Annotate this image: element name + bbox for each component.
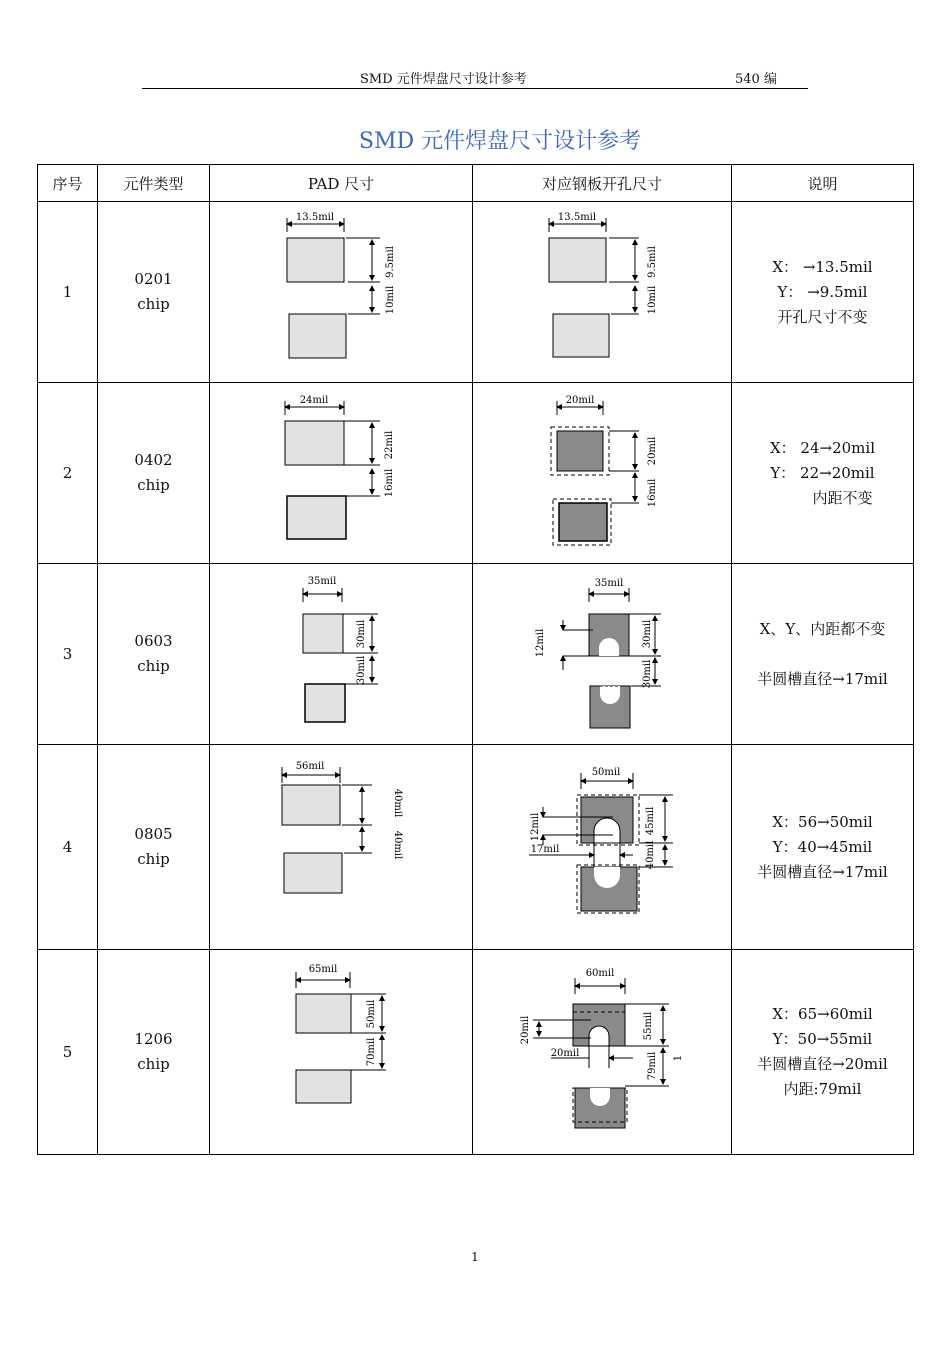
col-header-type: 元件类型: [98, 165, 210, 202]
type-kind: chip: [137, 657, 170, 675]
stencil-diagram: [473, 950, 732, 1155]
pad-diagram: [210, 202, 473, 383]
notes-cell: [732, 950, 914, 1155]
stencil-slot-label: 12mil: [535, 628, 546, 658]
pad-height-label: 40mil: [392, 788, 403, 818]
note-extra: 半圆槽直径→17mil: [757, 862, 888, 881]
pad-gap-label: 16mil: [384, 468, 395, 498]
note-y: Y： →9.5mil: [777, 282, 868, 301]
stencil-diagram: [473, 564, 732, 745]
col-header-notes: 说明: [732, 165, 914, 202]
row-number: 4: [38, 745, 98, 950]
pad-width-label: 35mil: [307, 576, 337, 587]
stencil-width-label: 60mil: [585, 968, 615, 979]
stencil-height-label: 9.5mil: [647, 246, 658, 278]
type-code: 0603: [134, 632, 173, 650]
pad-height-label: 9.5mil: [385, 246, 396, 278]
row-number: 5: [38, 950, 98, 1155]
col-header-stencil: 对应钢板开孔尺寸: [473, 165, 732, 202]
running-header-title: SMD 元件焊盘尺寸设计参考: [360, 72, 527, 87]
stencil-dia-label: 20mil: [550, 1048, 580, 1059]
note-gap: 内距:79mil: [783, 1080, 862, 1098]
table-row: [38, 202, 914, 383]
page-number: 1: [471, 1250, 479, 1264]
pad-width-label: 56mil: [295, 761, 325, 772]
pad-height-label: 22mil: [384, 430, 395, 460]
component-type: [98, 564, 210, 745]
pad-width-label: 13.5mil: [295, 212, 335, 223]
stencil-diagram: [473, 202, 732, 383]
table-row: [38, 564, 914, 745]
pad-gap-label: 40mil: [392, 830, 403, 860]
stencil-height-label: 30mil: [642, 619, 653, 649]
notes-cell: [732, 202, 914, 383]
pad-diagram: [210, 745, 473, 950]
stencil-diagram: [473, 745, 732, 950]
col-header-pad: PAD 尺寸: [210, 165, 473, 202]
note-extra: 半圆槽直径→20mil: [757, 1055, 888, 1073]
pad-width-label: 24mil: [299, 395, 329, 406]
col-header-no: 序号: [38, 165, 98, 202]
notes-cell: [732, 564, 914, 745]
note-x: X：56→50mil: [772, 812, 873, 831]
running-header-author: 540 编: [735, 72, 777, 87]
stencil-gap-label: 40mil: [645, 840, 656, 870]
row-number: 3: [38, 564, 98, 745]
note-extra: 半圆槽直径→17mil: [757, 669, 888, 688]
note-y: Y：50→55mil: [772, 1030, 873, 1048]
note-x: X、Y、内距都不变: [759, 619, 886, 638]
pad-width-label: 65mil: [308, 964, 338, 975]
pad-gap-label: 70mil: [366, 1037, 377, 1067]
stencil-height-label: 45mil: [645, 806, 656, 836]
notes-cell: [732, 383, 914, 564]
stencil-gap-label: 16mil: [647, 478, 658, 508]
note-y: Y：40→45mil: [772, 837, 873, 856]
stencil-diagram: [473, 383, 732, 564]
note-y: Y： 22→20mil: [770, 463, 875, 482]
table-row: [38, 745, 914, 950]
component-type: [98, 383, 210, 564]
stencil-slot-label: 20mil: [520, 1015, 531, 1045]
note-y: [732, 642, 913, 667]
stencil-height-label: 20mil: [647, 436, 658, 466]
stencil-gap-label: 30mil: [642, 659, 653, 689]
table-row: [38, 383, 914, 564]
component-type: [98, 950, 210, 1155]
stencil-gap-label: 79mil: [647, 1051, 658, 1081]
pad-height-label: 50mil: [366, 999, 377, 1029]
stencil-width-label: 13.5mil: [557, 212, 597, 223]
pad-height-label: 30mil: [356, 619, 367, 649]
type-kind: chip: [137, 295, 170, 313]
type-code: 0805: [134, 825, 173, 843]
type-code: 1206: [134, 1030, 173, 1048]
note-x: X： 24→20mil: [769, 438, 875, 457]
header-rule: [142, 88, 808, 89]
type-code: 0402: [134, 451, 173, 469]
stencil-width-label: 35mil: [594, 578, 624, 589]
document-title: SMD 元件焊盘尺寸设计参考: [358, 129, 642, 154]
row-number: 1: [38, 202, 98, 383]
pad-gap-label: 10mil: [385, 285, 396, 315]
note-x: X：65→60mil: [772, 1005, 873, 1023]
table-row: [38, 950, 914, 1155]
pad-diagram: [210, 564, 473, 745]
stencil-width-label: 20mil: [565, 395, 595, 406]
stencil-extra-label: 1: [673, 1054, 684, 1062]
stencil-width-label: 50mil: [591, 767, 621, 778]
pad-diagram: [210, 950, 473, 1155]
pad-diagram: [210, 383, 473, 564]
stencil-gap-label: 10mil: [647, 285, 658, 315]
type-code: 0201: [134, 270, 173, 288]
component-type: [98, 202, 210, 383]
note-extra: 开孔尺寸不变: [777, 307, 868, 326]
stencil-dia-label: 17mil: [530, 844, 560, 855]
table-header-row: [38, 165, 914, 202]
type-kind: chip: [137, 1055, 170, 1073]
note-extra: 内距不变: [812, 488, 873, 507]
note-x: X： →13.5mil: [772, 257, 873, 276]
smd-pad-table: [37, 164, 914, 1155]
notes-cell: [732, 745, 914, 950]
stencil-height-label: 55mil: [643, 1011, 654, 1041]
component-type: [98, 745, 210, 950]
pad-gap-label: 30mil: [356, 655, 367, 685]
type-kind: chip: [137, 476, 170, 494]
row-number: 2: [38, 383, 98, 564]
stencil-slot-label: 12mil: [530, 812, 541, 842]
type-kind: chip: [137, 850, 170, 868]
